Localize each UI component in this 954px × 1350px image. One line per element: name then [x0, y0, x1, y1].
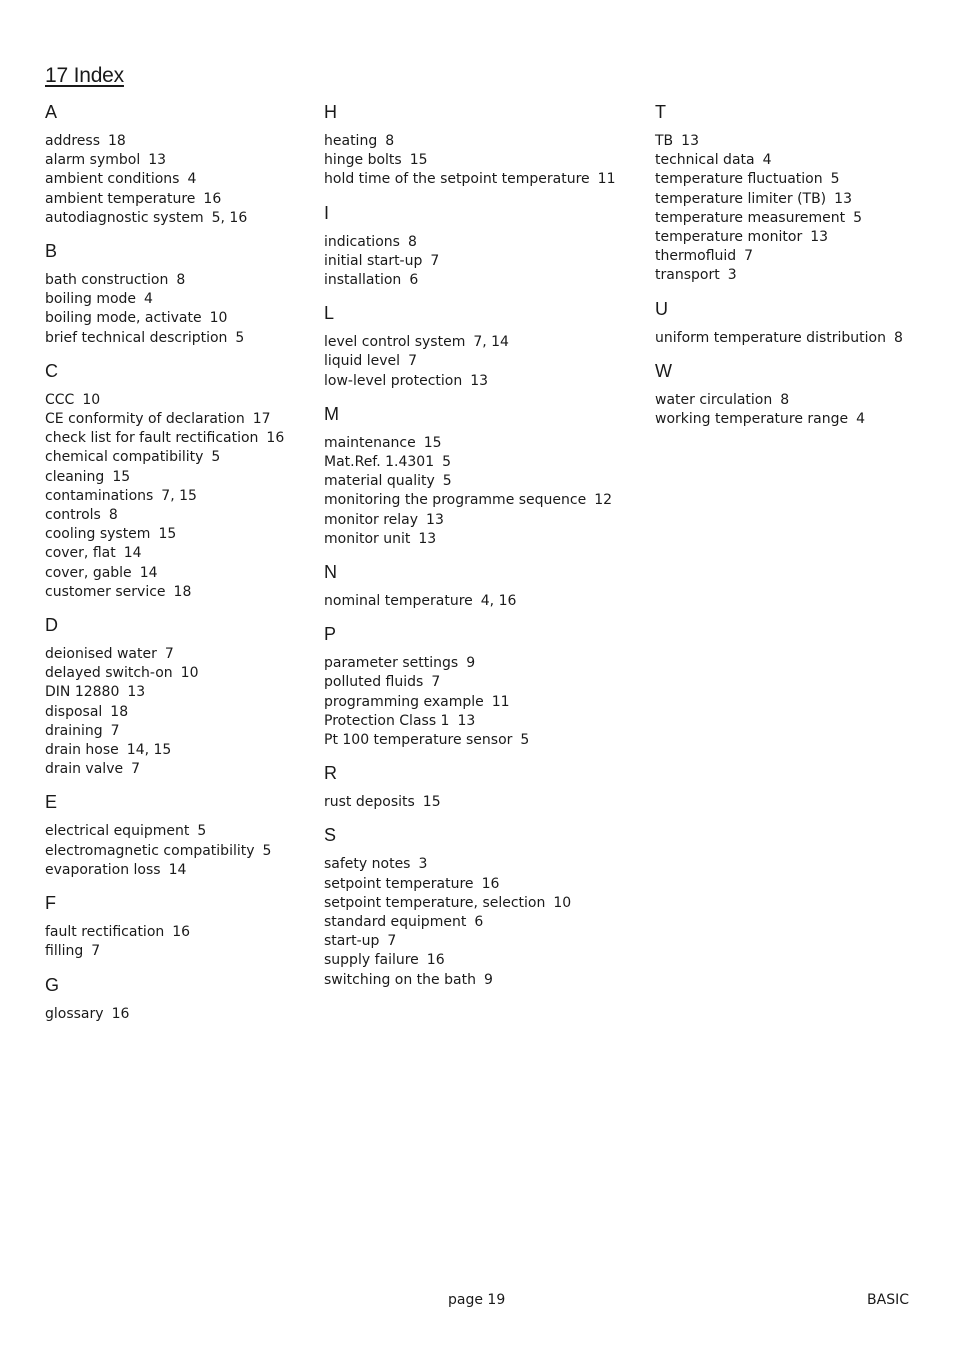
index-entry	[655, 410, 945, 429]
index-page-ref: 16	[481, 875, 500, 892]
index-entry	[45, 151, 305, 170]
index-term: electrical equipment	[45, 823, 190, 840]
index-term: autodiagnostic system	[45, 209, 204, 226]
section-letter: C	[45, 360, 58, 381]
index-entry	[45, 290, 305, 309]
index-term: ambient temperature	[45, 190, 196, 207]
index-term: programming example	[324, 693, 484, 710]
index-term: evaporation loss	[45, 861, 161, 878]
index-page-ref: 13	[148, 152, 167, 169]
index-term: temperature monitor	[655, 229, 803, 246]
index-page-ref: 10	[209, 310, 228, 327]
index-term: maintenance	[324, 434, 416, 451]
index-page-ref: 11	[491, 693, 510, 710]
index-term: working temperature range	[655, 411, 849, 428]
index-section-p	[324, 622, 644, 750]
index-page-ref: 5	[442, 473, 452, 490]
index-entry	[324, 693, 644, 712]
index-entry	[655, 228, 945, 247]
index-term: installation	[324, 272, 402, 289]
index-entry	[45, 722, 305, 741]
index-entry	[655, 329, 945, 348]
index-page-ref: 10	[82, 391, 101, 408]
index-entry	[324, 151, 644, 170]
index-entry	[324, 352, 644, 371]
index-page-ref: 16	[111, 1005, 130, 1022]
index-page-ref: 3	[727, 267, 737, 284]
index-entry	[324, 170, 644, 189]
index-term: check list for fault rectification	[45, 430, 259, 447]
index-term: technical data	[655, 152, 755, 169]
index-term: setpoint temperature, selection	[324, 894, 546, 911]
index-entry	[324, 372, 644, 391]
index-term: Mat.Ref. 1.4301	[324, 454, 435, 471]
index-entry	[45, 487, 305, 506]
index-page-ref: 12	[594, 492, 613, 509]
index-page-ref: 8	[176, 272, 186, 289]
index-term: rust deposits	[324, 794, 415, 811]
index-page-ref: 10	[180, 665, 199, 682]
index-page-ref: 5	[830, 171, 840, 188]
index-page-ref: 13	[470, 372, 489, 389]
index-entry	[45, 760, 305, 779]
index-term: DIN 12880	[45, 684, 120, 701]
section-letter: P	[324, 624, 337, 645]
index-page-ref: 11	[597, 171, 616, 188]
index-term: initial start-up	[324, 252, 423, 269]
index-term: level control system	[324, 334, 466, 351]
index-entry	[655, 209, 945, 228]
section-letter: F	[45, 893, 56, 914]
index-entry	[45, 741, 305, 760]
index-term: switching on the bath	[324, 971, 476, 988]
index-term: uniform temperature distribution	[655, 329, 886, 346]
section-letter: A	[45, 102, 58, 122]
index-term: setpoint temperature	[324, 875, 474, 892]
index-section-n	[324, 560, 644, 611]
index-page-ref: 7	[744, 248, 754, 265]
index-page-ref: 7, 15	[161, 487, 197, 504]
section-letter: S	[324, 825, 337, 846]
index-entry	[324, 875, 644, 894]
index-page-ref: 5	[853, 209, 863, 226]
index-page-ref: 7	[91, 943, 101, 960]
index-page-ref: 5, 16	[211, 209, 248, 226]
index-entry	[324, 654, 644, 673]
index-page-ref: 15	[422, 794, 441, 811]
index-entry	[45, 564, 305, 583]
index-entry	[45, 132, 305, 151]
index-term: low-level protection	[324, 372, 463, 389]
index-term: water circulation	[655, 391, 773, 408]
index-page-ref: 5	[211, 449, 221, 466]
index-section-s	[324, 823, 644, 989]
index-page-ref: 9	[483, 971, 493, 988]
index-entry	[324, 530, 644, 549]
index-term: bath construction	[45, 272, 169, 289]
section-letter: M	[324, 403, 339, 424]
index-term: fault rectification	[45, 924, 165, 941]
index-term: hinge bolts	[324, 152, 402, 169]
section-letter: L	[324, 303, 335, 324]
index-page-ref: 16	[266, 430, 285, 447]
index-page-ref: 7	[131, 761, 141, 778]
index-term: deionised water	[45, 646, 157, 663]
index-page-ref: 6	[409, 272, 419, 289]
index-entry	[45, 209, 305, 228]
index-entry	[45, 583, 305, 602]
index-term: customer service	[45, 583, 166, 600]
index-entry	[324, 252, 644, 271]
index-entry	[655, 247, 945, 266]
index-term: address	[45, 133, 101, 149]
index-page-ref: 13	[418, 530, 437, 547]
index-section-l	[324, 301, 644, 391]
index-column-3	[655, 100, 945, 440]
index-term: material quality	[324, 473, 435, 490]
index-page-ref: 16	[172, 924, 191, 941]
index-entry	[324, 793, 644, 812]
section-letter: G	[45, 974, 60, 995]
index-entry	[655, 266, 945, 285]
index-page-ref: 4	[144, 291, 153, 308]
index-section-e	[45, 790, 305, 880]
index-page-ref: 14, 15	[126, 742, 172, 759]
index-page-ref: 16	[426, 952, 445, 969]
index-term: alarm symbol	[45, 152, 141, 169]
index-column-2	[324, 100, 644, 1001]
index-term: polluted fluids	[324, 674, 424, 691]
index-entry	[324, 673, 644, 692]
index-page-ref: 5	[262, 842, 272, 859]
index-term: heating	[324, 133, 378, 149]
index-term: TB	[655, 133, 674, 149]
index-entry	[45, 842, 305, 861]
index-term: filling	[45, 943, 84, 960]
section-letter: W	[655, 360, 672, 381]
index-entry	[324, 932, 644, 951]
index-entry	[45, 1005, 305, 1024]
index-page-ref: 15	[409, 152, 428, 169]
index-term: Protection Class 1	[324, 712, 450, 729]
section-letter: D	[45, 615, 58, 636]
index-page-ref: 4, 16	[480, 593, 517, 610]
index-page-ref: 18	[173, 583, 192, 600]
index-term: liquid level	[324, 353, 401, 370]
index-entry	[324, 951, 644, 970]
index-entry	[324, 913, 644, 932]
index-entry	[655, 132, 945, 151]
index-page-ref: 7	[430, 252, 440, 269]
index-term: safety notes	[324, 856, 411, 873]
index-term: glossary	[45, 1005, 104, 1022]
index-section-t	[655, 100, 945, 286]
index-entry	[45, 448, 305, 467]
section-letter: I	[324, 202, 330, 223]
index-term: drain valve	[45, 761, 124, 778]
index-page-ref: 7	[387, 933, 397, 950]
index-entry	[45, 703, 305, 722]
section-letter: R	[324, 763, 337, 784]
index-page-ref: 3	[418, 856, 428, 873]
index-entry	[324, 491, 644, 510]
index-page-ref: 13	[681, 133, 699, 149]
index-page-ref: 5	[235, 329, 245, 346]
index-term: transport	[655, 267, 720, 284]
index-entry	[324, 511, 644, 530]
index-page-ref: 13	[834, 190, 852, 207]
section-letter: B	[45, 241, 58, 262]
index-section-c	[45, 359, 305, 602]
index-section-d	[45, 613, 305, 779]
index-term: standard equipment	[324, 914, 467, 931]
index-term: cleaning	[45, 468, 105, 485]
section-letter: E	[45, 792, 58, 813]
index-entry	[45, 506, 305, 525]
index-page-ref: 10	[553, 894, 572, 911]
index-page-ref: 15	[158, 526, 177, 543]
index-page-ref: 6	[474, 914, 484, 931]
index-page-ref: 4	[856, 411, 866, 428]
index-term: indications	[324, 233, 400, 250]
section-letter: H	[324, 102, 337, 122]
index-term: nominal temperature	[324, 593, 473, 610]
index-term: CCC	[45, 391, 75, 408]
index-page-ref: 18	[110, 703, 129, 720]
index-page-ref: 18	[108, 133, 126, 149]
index-page-ref: 14	[168, 861, 187, 878]
section-letter: T	[655, 102, 666, 122]
index-section-i	[324, 201, 644, 291]
index-section-r	[324, 761, 644, 812]
index-term: monitoring the programme sequence	[324, 492, 587, 509]
index-entry	[324, 132, 644, 151]
index-term: ambient conditions	[45, 171, 180, 188]
index-column-1	[45, 100, 305, 1035]
index-term: temperature limiter (TB)	[655, 190, 827, 207]
index-page-ref: 14	[123, 545, 142, 562]
index-page-ref: 4	[187, 171, 197, 188]
index-page-ref: 7	[110, 722, 120, 739]
index-entry	[45, 861, 305, 880]
index-term: cover, flat	[45, 545, 116, 562]
index-term: temperature measurement	[655, 209, 846, 226]
index-entry	[324, 472, 644, 491]
index-entry	[45, 664, 305, 683]
index-entry	[655, 151, 945, 170]
index-page-ref: 13	[426, 511, 444, 528]
index-section-b	[45, 239, 305, 348]
section-letter: N	[324, 562, 337, 583]
index-page-ref: 5	[520, 732, 530, 749]
index-entry	[45, 309, 305, 328]
index-entry	[324, 453, 644, 472]
index-term: boiling mode, activate	[45, 310, 202, 327]
index-term: brief technical description	[45, 329, 228, 346]
index-section-a	[45, 100, 305, 228]
footer-page-number: page 19	[448, 1292, 506, 1308]
index-entry	[45, 923, 305, 942]
index-term: drain hose	[45, 742, 119, 759]
index-entry	[324, 233, 644, 252]
page-title: 17 Index	[45, 64, 124, 87]
index-page-ref: 8	[407, 233, 417, 250]
index-entry	[45, 391, 305, 410]
index-term: start-up	[324, 933, 380, 950]
index-page-ref: 13	[457, 712, 476, 729]
index-term: CE conformity of declaration	[45, 411, 245, 428]
index-section-g	[45, 973, 305, 1024]
index-page-ref: 5	[197, 823, 207, 840]
index-entry	[324, 971, 644, 990]
index-page-ref: 4	[762, 152, 772, 169]
index-term: thermofluid	[655, 248, 737, 265]
index-page-ref: 13	[127, 684, 146, 701]
index-page-ref: 17	[252, 411, 271, 428]
index-section-m	[324, 402, 644, 549]
index-entry	[324, 592, 644, 611]
index-term: temperature fluctuation	[655, 171, 823, 188]
index-entry	[45, 942, 305, 961]
index-page-ref: 7	[164, 646, 174, 663]
index-entry	[45, 190, 305, 209]
index-section-h	[324, 100, 644, 190]
index-term: supply failure	[324, 952, 419, 969]
index-term: Pt 100 temperature sensor	[324, 732, 513, 749]
index-entry	[324, 731, 644, 750]
index-entry	[45, 170, 305, 189]
index-page-ref: 8	[780, 391, 790, 408]
index-page-ref: 16	[203, 190, 222, 207]
index-section-f	[45, 891, 305, 961]
index-section-w	[655, 359, 945, 429]
index-term: monitor unit	[324, 530, 411, 547]
index-page-ref: 14	[139, 564, 158, 581]
index-term: chemical compatibility	[45, 449, 204, 466]
index-entry	[324, 434, 644, 453]
index-entry	[45, 329, 305, 348]
index-entry	[45, 410, 305, 429]
index-entry	[655, 170, 945, 189]
index-entry	[45, 683, 305, 702]
index-page-ref: 8	[385, 133, 395, 149]
index-entry	[45, 822, 305, 841]
index-page-ref: 5	[442, 454, 452, 471]
index-page-ref: 7, 14	[473, 334, 509, 351]
index-term: boiling mode	[45, 291, 137, 308]
index-page-ref: 15	[423, 434, 442, 451]
index-entry	[655, 391, 945, 410]
index-term: contaminations	[45, 487, 154, 504]
index-term: controls	[45, 507, 101, 524]
section-letter: U	[655, 298, 668, 319]
index-entry	[324, 712, 644, 731]
index-entry	[324, 855, 644, 874]
index-entry	[45, 525, 305, 544]
index-page-ref: 9	[466, 655, 476, 672]
index-term: hold time of the setpoint temperature	[324, 171, 590, 188]
index-entry	[324, 894, 644, 913]
index-entry	[45, 544, 305, 563]
footer-model-name: BASIC	[867, 1292, 909, 1308]
index-entry	[324, 333, 644, 352]
index-page-ref: 13	[810, 229, 829, 246]
index-page-ref: 8	[893, 329, 903, 346]
index-entry	[45, 468, 305, 487]
index-entry	[45, 429, 305, 448]
index-entry	[655, 190, 945, 209]
index-page-ref: 8	[108, 507, 118, 524]
index-term: disposal	[45, 703, 103, 720]
index-entry	[324, 271, 644, 290]
index-entry	[45, 271, 305, 290]
index-term: cooling system	[45, 526, 151, 543]
index-term: cover, gable	[45, 564, 132, 581]
index-term: parameter settings	[324, 655, 459, 672]
index-entry	[45, 645, 305, 664]
index-page-ref: 7	[408, 353, 417, 370]
index-term: draining	[45, 722, 103, 739]
index-term: monitor relay	[324, 511, 419, 528]
index-term: delayed switch-on	[45, 665, 173, 682]
index-page-ref: 15	[112, 468, 131, 485]
index-section-u	[655, 297, 945, 348]
index-term: electromagnetic compatibility	[45, 842, 255, 859]
index-page-ref: 7	[431, 674, 441, 691]
